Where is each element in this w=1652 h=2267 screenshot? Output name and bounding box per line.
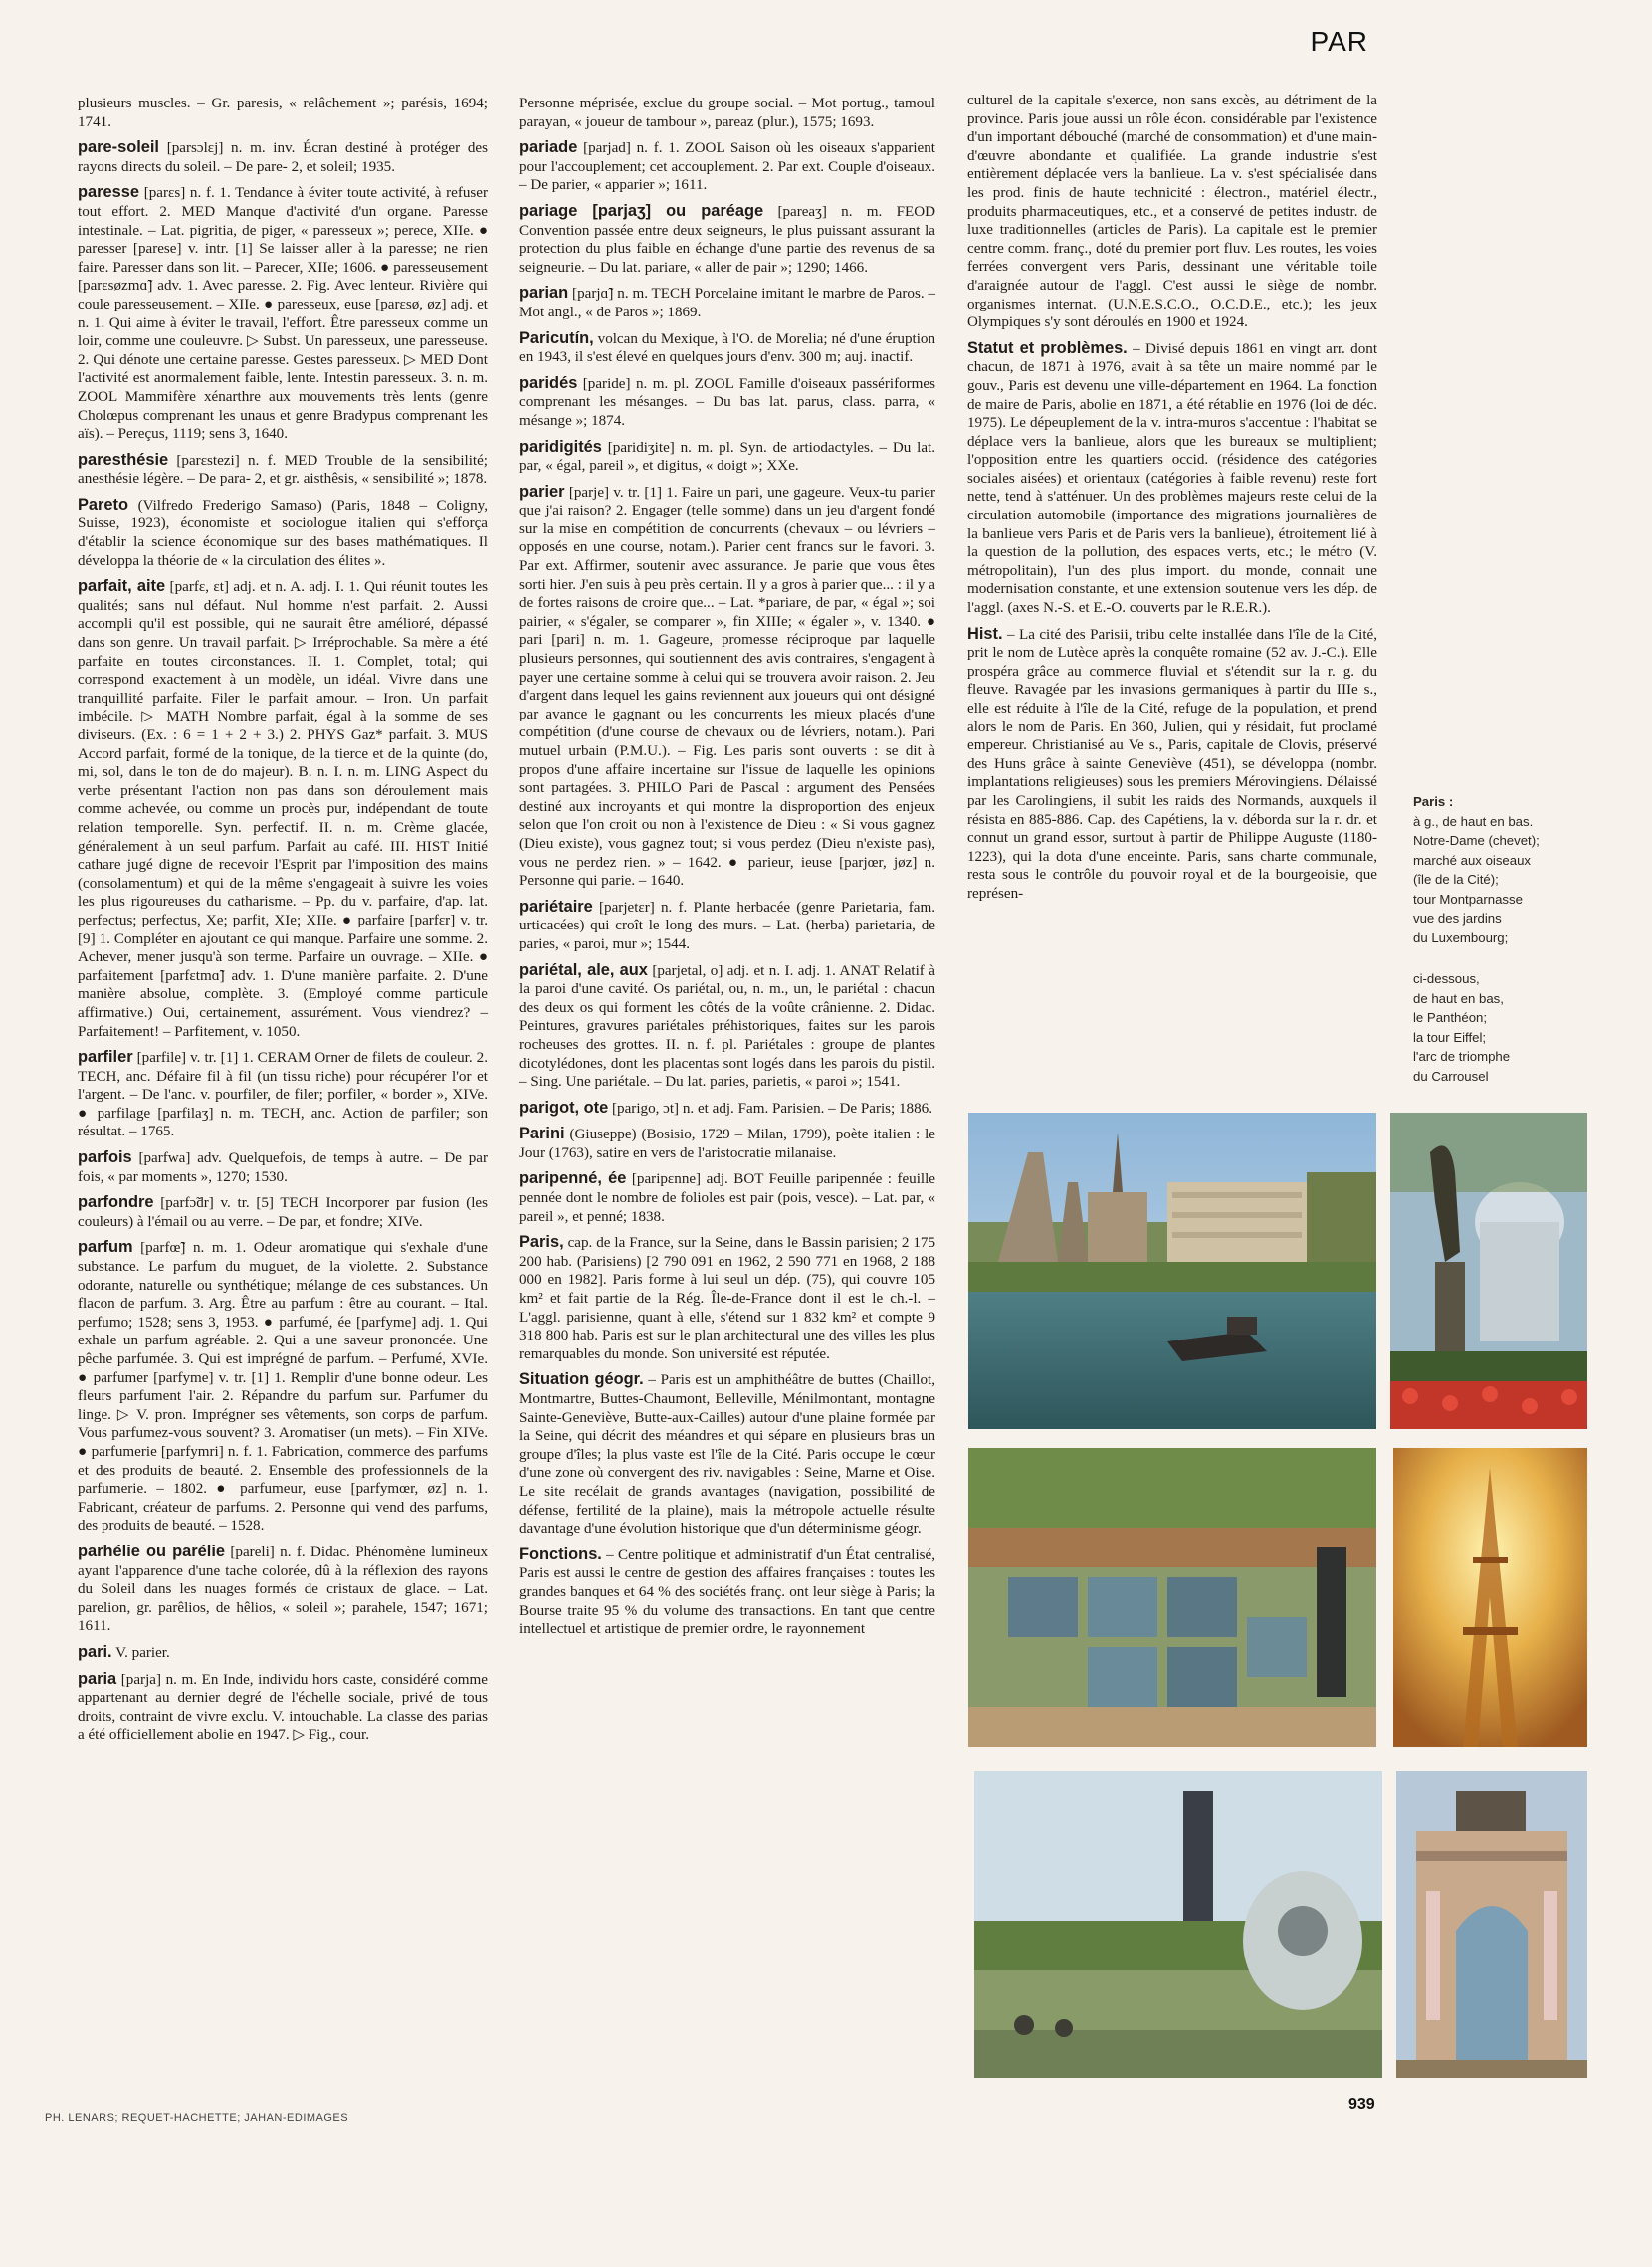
dictionary-entry	[519, 1125, 935, 1162]
dictionary-entry	[967, 92, 1377, 332]
entry-headword: Pareto	[78, 495, 129, 514]
bird-market-photo	[968, 1448, 1376, 1747]
dictionary-entry	[519, 1233, 935, 1363]
entry-headword: parhélie ou parélie	[78, 1542, 226, 1560]
entry-headword: Paris,	[519, 1233, 564, 1252]
entry-headword: paridigités	[519, 437, 602, 456]
entry-definition: [parja] n. m. En Inde, individu hors caste, considéré comme appartenant au dernier degré de l'échelle sociale, privé de tous droits, contraint de vivre exclu. V. intouchable. La classe des parias a été officiellement abolie en 1947. ▷ Fig., cour.	[78, 1671, 488, 1744]
entry-definition: [parfile] v. tr. [1] 1. CERAM Orner de filets de couleur. 2. TECH, anc. Défaire fil à fil (un tissu riche) pour récupérer l'or et l'argent. – De l'anc. v. pourfiler, de filer; porfiler, « border », XIVe. ● parfilage [parfilaʒ] n. m. TECH, anc. Action de parfiler; son résultat. – 1765.	[78, 1050, 488, 1140]
entry-headword: pari.	[78, 1642, 112, 1661]
notre-dame-photo	[968, 1113, 1376, 1429]
dictionary-entry	[519, 284, 935, 321]
dictionary-entry	[78, 1048, 488, 1141]
dictionary-entry	[78, 451, 488, 489]
text-column-2	[519, 95, 935, 2110]
entry-headword: parfum	[78, 1238, 133, 1257]
dictionary-entry	[78, 1193, 488, 1231]
entry-headword: parfondre	[78, 1193, 154, 1212]
dictionary-entry	[78, 1148, 488, 1186]
entry-definition: [parfɛ, ɛt] adj. et n. A. adj. I. 1. Qui réunit toutes les qualités; sans nul défaut. Nul homme n'est parfait. 2. Aussi accompli qu'il est possible, qui ne saurait être amélioré, dépassé dans son genre. Un travail parfait. ▷ Irréprochable. Sa mère a été parfaite en toutes circonstances. II. 1. Complet, total; qui correspond exactement à un modèle, un idéal. Vivre dans une tranquillité parfaite. Filer le parfait amour. – Iron. Un parfait imbécile. ▷ MATH Nombre parfait, égal à la somme de ses diviseurs. (Ex. : 6 = 1 + 2 + 3.) 2. PHYS Gaz* parfait. 3. MUS Accord parfait, formé de la tonique, de la tierce et de la quinte (do, mi, sol, dans le ton de do majeur). B. n. I. n. m. LING Aspect du verbe présentant l'action non pas dans son déroulement mais comme achevée, ou comme un procès pur, indépendant de toute relation temporelle. Syn. perfectif. II. n. m. Crème glacée, généralement à un seul parfum. Parfait au café. III. HIST Initié cathare jugé digne de recevoir l'Esprit par l'imposition des mains (consolamentum) et qui de la même s'engageait à suivre les voies les plus rigoureuses du catharisme. – Pp. du v. parfaire, d'ap. lat. perfectus; perfectus, Xe; parfit, XIe; XIIe. ● parfaire [parfɛr] v. tr. [9] 1. Compléter en ajoutant ce qui manque. Parfaire une somme. 2. Achever, mener jusqu'à son terme. Parfaire un ouvrage. – XIIe. ● parfaitement [parfɛtmɑ̃] adv. 1. D'une manière parfaite. 2. D'une manière absolue, complète. 3. (Employé comme particule affirmative.) Oui, certainement, assurément. Vous viendrez? – Parfaitement! – Parfitement, v. 1050.	[78, 579, 488, 1040]
entry-headword: pariétaire	[519, 897, 593, 916]
dictionary-entry	[78, 1670, 488, 1745]
entry-definition: cap. de la France, sur la Seine, dans le Bassin parisien; 2 175 200 hab. (Parisiens) [2 790 091 en 1962, 2 590 771 en 1968, 2 188 000 en 1982]. Paris forme à lui seul un dép. (75), qui couvre 105 km² et fait partie de la Rég. Île-de-France dont il est le ch.-l. – L'aggl. parisienne, quant à elle, s'étend sur 1 832 km² et compte 9 318 800 hab. Paris est sur le plan architectural une des villes les plus remarquables du monde. Son université est réputée.	[519, 1235, 935, 1362]
dictionary-entry	[519, 1169, 935, 1226]
text-column-1	[78, 95, 488, 2110]
caption-line: du Luxembourg;	[1413, 929, 1509, 945]
entry-definition: [parfœ̃] n. m. 1. Odeur aromatique qui s'exhale d'une substance. Le parfum du muguet, de la violette. 2. Substance odorante, naturelle ou synthétique; mélange de ces substances. Un flacon de parfum. 3. Arg. Être au parfum : être au courant. – Ital. perfumo; 1528; sens 3, 1953. ● parfumé, ée [parfyme] adj. 1. Qui exhale un parfum agréable. 2. Qui a une saveur prononcée. Une pêche parfumée. 3. Qui est imprégné de parfum. – Perfumé, XVIe. ● parfumer [parfyme] v. tr. [1] 1. Remplir d'une bonne odeur. Les fleurs parfument l'air. 2. Répandre du parfum sur. Parfumer du linge. ▷ V. pron. Imprégner ses vêtements, son corps de parfum. Vous parfumez-vous souvent? 3. Aromatiser (un mets). – Fin XIVe. ● parfumerie [parfymri] n. f. 1. Fabrication, commerce des parfums et des produits de beauté. 2. Ensemble des professionnels de la parfumerie. – 1802. ● parfumeur, euse [parfymœr, øz] n. 1. Fabricant, créateur de parfums. 2. Personne qui vend des parfums, des produits de beauté. – 1528.	[78, 1240, 489, 1535]
entry-definition: [pareaʒ] n. m. FEOD Convention passée entre deux seigneurs, le plus puissant assurant la protection du plus faible en échange d'une partie des revenus de sa seigneurie. – Du lat. pariare, « aller de pair »; 1290; 1466.	[519, 203, 935, 276]
entry-definition: [parjad] n. f. 1. ZOOL Saison où les oiseaux s'apparient pour l'accouplement; cet accouplement. 2. Par ext. Couple d'oiseaux. – De parier, « apparier »; 1611.	[519, 140, 935, 194]
dictionary-entry	[78, 496, 488, 570]
entry-definition: [paripɛnne] adj. BOT Feuille paripennée : feuille pennée dont le nombre de folioles est pair (pois, vesce). – Lat. par, « pareil », et penné; 1838.	[519, 1171, 936, 1225]
dictionary-entry	[967, 625, 1377, 904]
entry-definition: [parje] v. tr. [1] 1. Faire un pari, une gageure. Veux-tu parier que j'ai raison? 2. Engager (telle somme) dans un jeu d'argent fondé sur la mise en compétition de concurrents (chevaux – ou lévriers – opposés en une course, notam.). Parier cent francs sur le favori. 3. Par ext. Affirmer, soutenir avec assurance. Je parie que vous êtes sorti hier. J'en suis à peu près certain. Il y a gros à parier que... : il y a de fortes raisons de croire que... – Lat. *pariare, de par, « égal »; soi pairier, « s'égaler, se comparer », fin XIIIe; « égaler », v. 1340. ● pari [pari] n. m. 1. Gageure, promesse réciproque par laquelle plusieurs personnes, qui soutiennent des avis contraires, s'engagent à payer une certaine somme à celui qui se trouvera avoir raison. 2. Jeu d'argent dans lequel les gains reviennent aux joueurs qui ont désigné par avance le gagnant ou les concurrents les mieux placés d'une compétition (d'une course de chevaux ou de lévriers, notam.). Pari mutuel urbain (P.M.U.). – Fig. Les paris sont ouverts : se dit à propos d'une affaire incertaine sur l'issue de laquelle les opinions sont partagées. 3. PHILO Pari de Pascal : argument des Pensées destiné aux incroyants et qui montre la disproportion des enjeux selon que l'on croit ou non à l'existence de Dieu : « Si vous gagnez (Dieu existe), vous gagnez tout; si vous perdez (Dieu n'existe pas), vous ne perdez rien. » – 1642. ● parieur, ieuse [parjœr, jøz] n. Personne qui parie. – 1640.	[519, 484, 936, 890]
caption-line: marché aux oiseaux	[1413, 852, 1532, 868]
entry-definition: [paridiʒite] n. m. pl. Syn. de artiodactyles. – Du lat. par, « égal, pareil », et digitus, « doigt »; XXe.	[519, 439, 935, 475]
entry-definition: – Paris est un amphithéâtre de buttes (Chaillot, Montmartre, Buttes-Chaumont, Belleville, Ménilmontant, montagne Sainte-Geneviève, Butte-aux-Cailles) autour d'une plaine formée par la Seine, qui décrit des méandres et qui sépare en plusieurs bras un groupe d'îles; la plus vaste est l'île de la Cité. Paris occupe le cœur d'une zone où convergent des riv. navigables : Seine, Marne et Oise. Le site recélait de grands avantages (navigation, possibilité de défense, fertilité de la plaine), mais la métropole actuelle résulte davantage d'une évolution historique que d'un déterminisme géogr.	[519, 1372, 936, 1538]
entry-definition: – La cité des Parisii, tribu celte installée dans l'île de la Cité, prit le nom de Lutèce après la conquête romaine (52 av. J.-C.). Elle prospéra grâce au commerce fluvial et s'étendit sur la r. g. du fleuve. Ravagée par les invasions germaniques à partir du IIIe s., elle est réduite à l'île de la Cité, refuge de la population, et prend alors le nom de Paris. En 360, Julien, qui y résidait, fut proclamé empereur. Christianisé au Ve s., Paris, capitale de Clovis, préservé des Huns grâce à sainte Geneviève (451), se développa (nombr. implantations religieuses) sous les premiers Mérovingiens. Délaissé par les Carolingiens, il subit les raids des Normands, auxquels il résista en 885-886. Cap. des Capétiens, la v. déborda sur la r. dr. et connut un grand essor, surtout à partir de Philippe Auguste (1180-1223), qui la dota d'une enceinte. Paris, sans charte communale, resta sous le contrôle du pouvoir royal et de la bourgeoisie, que représen-	[967, 626, 1377, 902]
caption-line: Notre-Dame (chevet);	[1413, 833, 1540, 848]
dictionary-entry	[519, 329, 935, 367]
running-head: PAR	[1310, 26, 1368, 57]
entry-definition: [parjɑ̃] n. m. TECH Porcelaine imitant le marbre de Paros. – Mot angl., « de Paros »; 1869.	[519, 286, 935, 320]
entry-definition: [parigo, ɔt] n. et adj. Fam. Parisien. – De Paris; 1886.	[612, 1100, 932, 1117]
dictionary-entry	[519, 95, 935, 131]
caption-line: vue des jardins	[1413, 911, 1502, 926]
entry-definition: [parfɔ̃dr] v. tr. [5] TECH Incorporer par fusion (les couleurs) à l'émail ou au verre. – De par, et fondre; XIVe.	[78, 1195, 488, 1230]
caption-line: l'arc de triomphe	[1413, 1049, 1511, 1064]
entry-definition: [parɛstezi] n. f. MED Trouble de la sensibilité; anesthésie légère. – De para- 2, et gr. aisthêsis, « sensibilité »; 1878.	[78, 452, 488, 488]
entry-definition: Personne méprisée, exclue du groupe social. – Mot portug., tamoul parayan, « joueur de tambour », pareaz (plur.), 1575; 1693.	[519, 96, 935, 130]
entry-headword: parfiler	[78, 1048, 133, 1067]
entry-definition: plusieurs muscles. – Gr. paresis, « relâchement »; parésis, 1694; 1741.	[78, 96, 488, 130]
entry-headword: parfait, aite	[78, 577, 166, 596]
entry-headword: paresthésie	[78, 450, 169, 469]
entry-headword: Paricutín,	[519, 328, 594, 347]
dictionary-entry	[519, 374, 935, 431]
luxembourg-garden-photo	[974, 1771, 1382, 2078]
dictionary-entry	[519, 1546, 935, 1639]
dictionary-entry	[78, 95, 488, 131]
caption-line: tour Montparnasse	[1413, 891, 1523, 907]
entry-headword: Parini	[519, 1125, 565, 1143]
dictionary-entry	[519, 138, 935, 195]
photo-credits: PH. LENARS; REQUET-HACHETTE; JAHAN-EDIMAGES	[45, 2112, 349, 2124]
entry-definition: [pareli] n. f. Didac. Phénomène lumineux ayant l'apparence d'une tache colorée, dû à la réflexion des rayons du Soleil dans les nuages formés de cristaux de glace. – Lat. parelion, gr. parêlios, de hêlios, « soleil »; parahele, 1547; 1671; 1611.	[78, 1544, 488, 1635]
dictionary-entry	[78, 138, 488, 176]
dictionary-entry	[519, 898, 935, 954]
text-column-3	[967, 92, 1377, 1092]
entry-definition: [parjetal, o] adj. et n. I. adj. 1. ANAT Relatif à la paroi d'une cavité. Os pariétal, ou, n. m., un, le pariétal : chacun des deux os qui forment les côtés de la voûte crânienne. 2. Didac. Peintures, gravures pariétales préhistoriques, faites sur les parois rocheuses des grottes. II. n. f. pl. Pariétales : groupe de plantes dicotylédones, dont les placentas sont logés dans les parois du pistil. – Sing. Une pariétale. – Du lat. paries, parietis, « paroi »; 1541.	[519, 962, 935, 1091]
caption-title: Paris :	[1413, 794, 1454, 809]
pantheon-photo	[1390, 1113, 1587, 1429]
entry-headword: parian	[519, 284, 569, 303]
eiffel-tower-photo	[1393, 1448, 1587, 1747]
entry-headword: Situation géogr.	[519, 1370, 644, 1389]
entry-definition: – Centre politique et administratif d'un État centralisé, Paris est aussi le centre de gestion des affaires françaises : toutes les grandes banques et 64 % des sociétés franç. ont leur siège à Paris; la Bourse traite 95 % du volume des transactions. En tant que centre intellectuel et artistique de premier ordre, le rayonnement	[519, 1546, 936, 1638]
entry-headword: Fonctions.	[519, 1545, 602, 1563]
dictionary-entry	[519, 438, 935, 476]
page-number: 939	[1348, 2096, 1375, 2113]
entry-definition: [parjetɛr] n. f. Plante herbacée (genre Parietaria, fam. urticacées) qui croît le long des murs. – Lat. (herba) parietaria, de paries, « paroi, mur »; 1544.	[519, 899, 935, 952]
dictionary-entry	[78, 1643, 488, 1663]
entry-definition: (Giuseppe) (Bosisio, 1729 – Milan, 1799), poète italien : le Jour (1763), satire en vers de l'aristocratie milanaise.	[519, 1127, 935, 1161]
photo-caption	[1413, 792, 1587, 1086]
entry-headword: pariade	[519, 138, 578, 157]
entry-definition: (Vilfredo Frederigo Samaso) (Paris, 1848 – Coligny, Suisse, 1923), économiste et sociologue italien qui s'efforça d'établir la science économique sur des bases mathématiques. Il développa la théorie de « la circulation des élites ».	[78, 497, 488, 569]
entry-definition: – Divisé depuis 1861 en vingt arr. dont chacun, de 1871 à 1976, avait à sa tête un maire nommé par le gouv., Paris est devenu une ville-département en 1964. La fonction de maire de Paris, abolie en 1871, a été rétablie en 1976 (loi de déc. 1975). Le dépeuplement de la v. intra-muros s'accentue : l'habitat se déplace vers la banlieue, alors que les bureaux se multiplient; l'opposition entre les quartiers occid. (résidence des catégories sociales aisées) et orientaux (catégories à faible revenu) reste fort nette, tend à s'atténuer. Un des problèmes majeurs reste celui de la circulation automobile (importance des migrations journalières de la banlieue vers Paris et de Paris vers la banlieue), étroitement lié à la question de la pollution, des espaces verts, etc.; le métro (V. métropolitain), l'un des plus import. du monde, connait une modernisation constante, et une extension soutenue vers les dép. de l'aggl. (axes N.-S. et E.-O. couverts par le R.E.R.).	[967, 340, 1378, 617]
entry-headword: parigot, ote	[519, 1098, 609, 1117]
entry-headword: parier	[519, 482, 565, 501]
entry-definition: [parsɔlɛj] n. m. inv. Écran destiné à protéger des rayons directs du soleil. – De pare- 2, et soleil; 1935.	[78, 140, 488, 175]
entry-headword: paria	[78, 1669, 117, 1688]
dictionary-entry	[519, 1370, 935, 1538]
caption-group-right	[1413, 969, 1587, 1086]
entry-definition: V. parier.	[115, 1644, 170, 1661]
caption-line: (île de la Cité);	[1413, 872, 1499, 887]
entry-definition: volcan du Mexique, à l'O. de Morelia; né d'une éruption en 1943, il s'est élevé en quelques jours d'env. 300 m; auj. inactif.	[519, 330, 935, 366]
dictionary-entry	[519, 483, 935, 891]
caption-line: de haut en bas,	[1413, 990, 1504, 1006]
dictionary-entry	[78, 183, 488, 443]
caption-line: ci-dessous,	[1413, 971, 1480, 986]
entry-headword: pare-soleil	[78, 138, 159, 157]
entry-headword: Hist.	[967, 624, 1003, 643]
caption-line: le Panthéon;	[1413, 1010, 1488, 1025]
entry-headword: paresse	[78, 183, 139, 202]
entry-definition: [paride] n. m. pl. ZOOL Famille d'oiseaux passériformes comprenant les mésanges. – Du bas lat. parus, class. parra, « mésange »; 1874.	[519, 375, 935, 429]
entry-headword: pariétal, ale, aux	[519, 960, 648, 979]
caption-line: à g., de haut en bas.	[1413, 813, 1534, 829]
entry-definition: [parɛs] n. f. 1. Tendance à éviter toute activité, à refuser tout effort. 2. MED Manque d'activité d'un organe. Paresse intestinale. – Lat. pigritia, de piger, « paresseux »; perece, XIIe. ● paresser [parese] v. intr. [1] Se laisser aller à la paresse; ne rien faire. Paresser dans son lit. – Parecer, XIIe; 1606. ● paresseusement [parɛsøzmɑ̃] adv. 1. Avec paresse. 2. Fig. Avec lenteur. Rivière qui coule paresseusement. – XIIe. ● paresseux, euse [parɛsø, øz] adj. et n. 1. Qui aime à éviter le travail, l'effort. Être paresseux comme un loir, comme une couleuvre. ▷ Subst. Un paresseux, une paresseuse. 2. Qui dénote une certaine paresse. Gestes paresseux. ▷ MED Dont l'activité est anormalement faible, lente. Intestin paresseux. 3. n. m. ZOOL Mammifère xénarthre aux mouvements très lents (genre Cholœpus comprenant les unaus et genre Bradypus comprenant les aïs). – Pereçus, 1119; sens 3, 1640.	[78, 185, 488, 443]
dictionary-entry	[967, 339, 1377, 618]
entry-headword: Statut et problèmes.	[967, 338, 1128, 357]
dictionary-entry	[519, 202, 935, 277]
entry-headword: pariage [parjaʒ] ou paréage	[519, 201, 764, 220]
entry-definition: [parfwa] adv. Quelquefois, de temps à autre. – De par fois, « par moments », 1270; 1530.	[78, 1150, 488, 1185]
dictionary-entry	[78, 1543, 488, 1636]
carrousel-arch-photo	[1396, 1771, 1587, 2078]
dictionary-entry	[519, 1099, 935, 1119]
caption-group-left	[1413, 812, 1587, 948]
caption-line: du Carrousel	[1413, 1068, 1489, 1084]
entry-definition: culturel de la capitale s'exerce, non sans excès, au détriment de la province. Paris joue aussi un rôle écon. considérable par l'existence d'un important débouché (marché de consommation) et d'une main-d'œuvre abondante et qualifiée. La grande industrie s'est entièrement déplacée vers la banlieue. La v. s'est spécialisée dans les prod. finis de haute technicité : électron., matériel électr., produits pharmaceutiques, etc., et a conservé de petites industr. de luxe traditionnelles (articles de Paris). La capitale est le premier centre comm. franç., doté du premier port fluv. Les routes, les voies ferrées convergent vers Paris, dessinant une véritable toile d'araignée autour de l'aggl. C'est aussi le siège de nombr. organismes internat. (U.N.E.S.C.O., O.C.D.E., etc.); les jeux Olympiques s'y sont déroulés en 1900 et 1924.	[967, 93, 1377, 331]
entry-headword: parfois	[78, 1148, 132, 1167]
dictionary-entry	[78, 577, 488, 1041]
dictionary-entry	[78, 1238, 488, 1536]
entry-headword: paridés	[519, 373, 578, 392]
entry-headword: paripenné, ée	[519, 1169, 627, 1188]
caption-line: la tour Eiffel;	[1413, 1029, 1487, 1045]
dictionary-entry	[519, 961, 935, 1092]
